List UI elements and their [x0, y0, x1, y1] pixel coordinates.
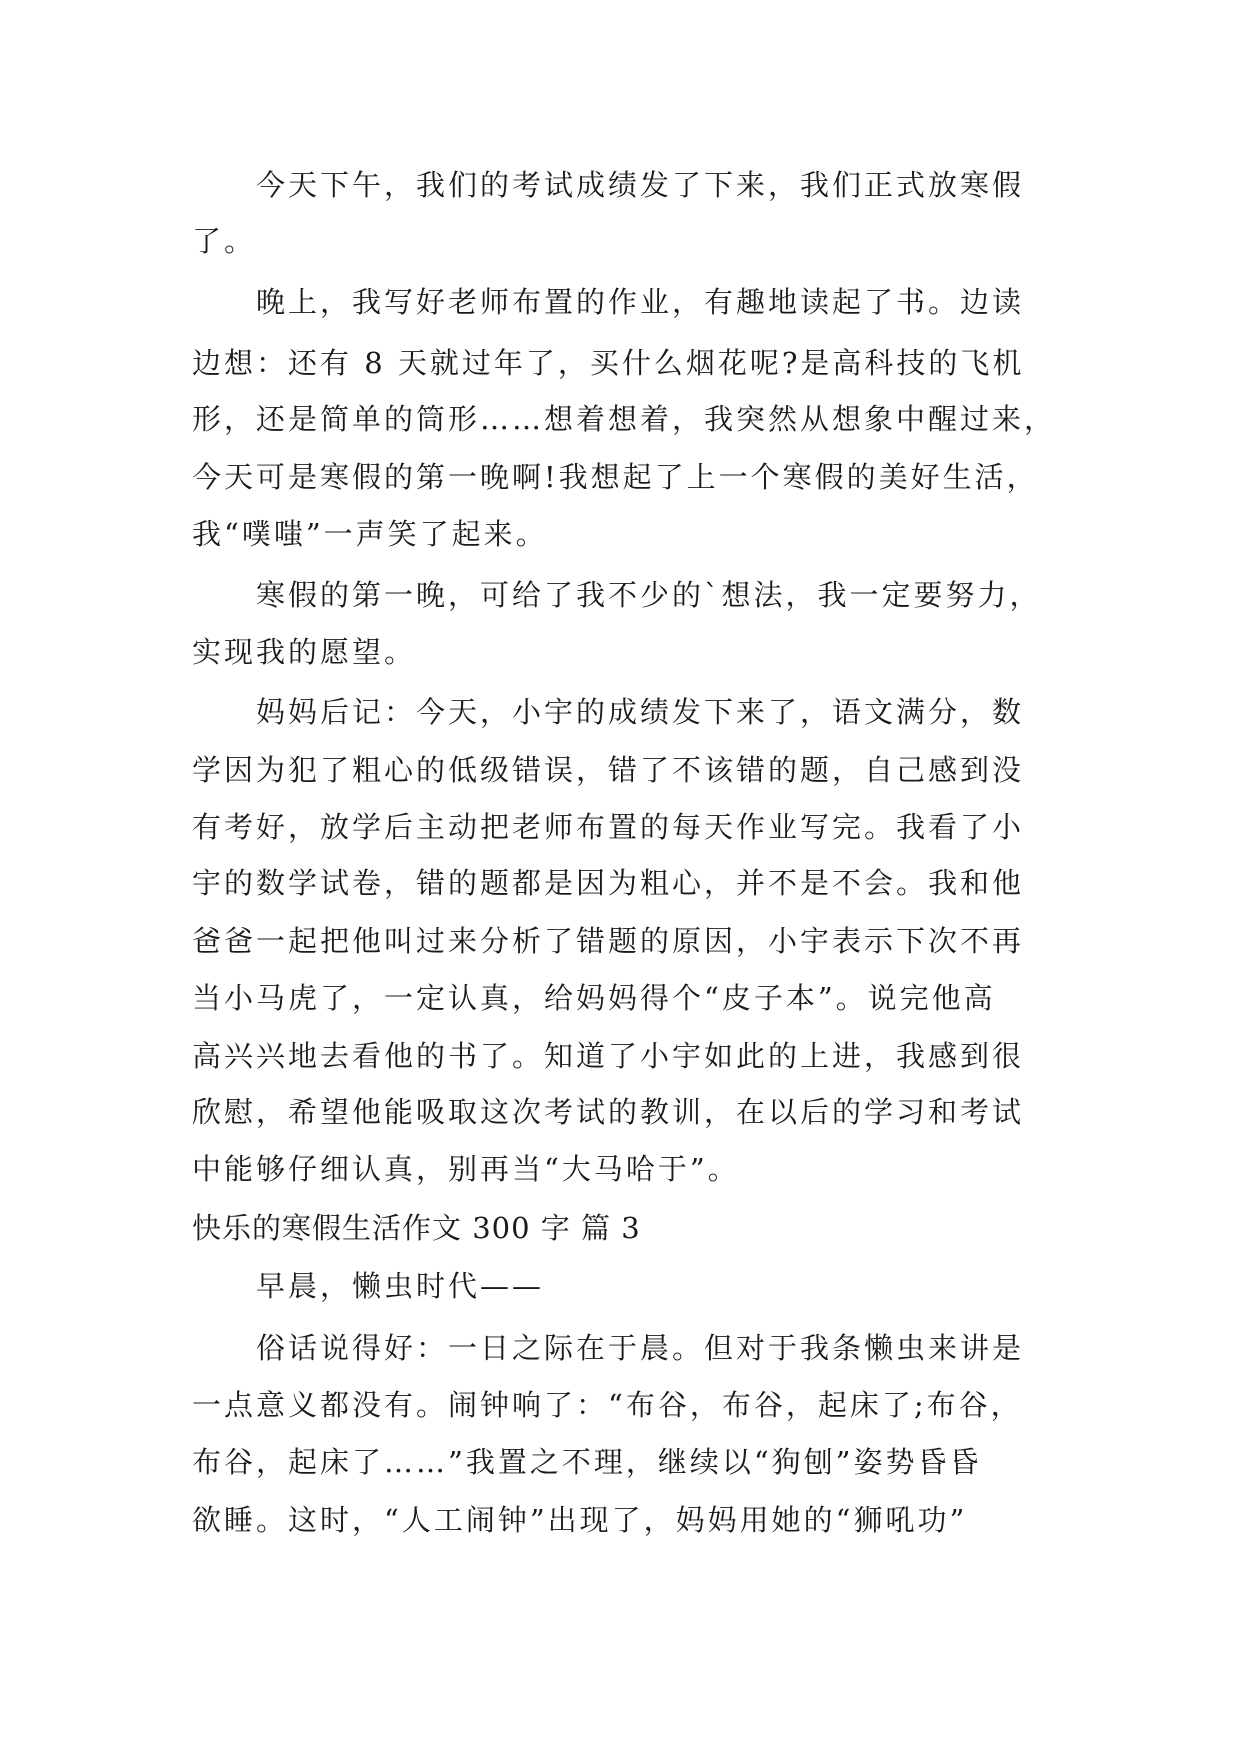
text-line: 形，还是简单的筒形……想着想着，我突然从想象中醒过来， [192, 402, 1057, 436]
text-line: 欣慰，希望他能吸取这次考试的教训，在以后的学习和考试 [192, 1095, 1025, 1129]
text-line: 俗话说得好：一日之际在于晨。但对于我条懒虫来讲是 [256, 1331, 1025, 1365]
text-line: 寒假的第一晚，可给了我不少的`想法，我一定要努力， [256, 578, 1042, 612]
text-line: 一点意义都没有。闹钟响了：“布谷，布谷，起床了;布谷， [192, 1388, 1023, 1422]
text-line: 今天下午，我们的考试成绩发了下来，我们正式放寒假 [256, 168, 1025, 202]
text-line: 妈妈后记：今天，小宇的成绩发下来了，语文满分，数 [256, 695, 1025, 729]
text-line: 了。 [192, 224, 257, 258]
text-line: 当小马虎了，一定认真，给妈妈得个“皮子本”。说完他高 [192, 981, 996, 1015]
text-line: 我“噗嗤”一声笑了起来。 [192, 517, 548, 551]
section-heading: 快乐的寒假生活作文 300 字 篇 3 [192, 1211, 641, 1245]
text-line: 有考好，放学后主动把老师布置的每天作业写完。我看了小 [192, 810, 1025, 844]
text-line: 爸爸一起把他叫过来分析了错题的原因，小宇表示下次不再 [192, 924, 1025, 958]
text-line: 今天可是寒假的第一晚啊!我想起了上一个寒假的美好生活， [192, 460, 1039, 494]
text-line: 高兴兴地去看他的书了。知道了小宇如此的上进，我感到很 [192, 1039, 1025, 1073]
text-line: 中能够仔细认真，别再当“大马哈于”。 [192, 1152, 740, 1186]
text-line: 布谷，起床了……”我置之不理，继续以“狗刨”姿势昏昏 [192, 1445, 982, 1479]
text-line: 边想：还有 8 天就过年了，买什么烟花呢?是高科技的飞机 [192, 346, 1025, 380]
text-line: 晚上，我写好老师布置的作业，有趣地读起了书。边读 [256, 285, 1025, 319]
text-line: 学因为犯了粗心的低级错误，错了不该错的题，自己感到没 [192, 753, 1025, 787]
text-line: 实现我的愿望。 [192, 635, 417, 669]
text-line: 宇的数学试卷，错的题都是因为粗心，并不是不会。我和他 [192, 866, 1025, 900]
text-line: 早晨，懒虫时代—— [256, 1269, 545, 1303]
text-line: 欲睡。这时，“人工闹钟”出现了，妈妈用她的“狮吼功” [192, 1503, 968, 1537]
